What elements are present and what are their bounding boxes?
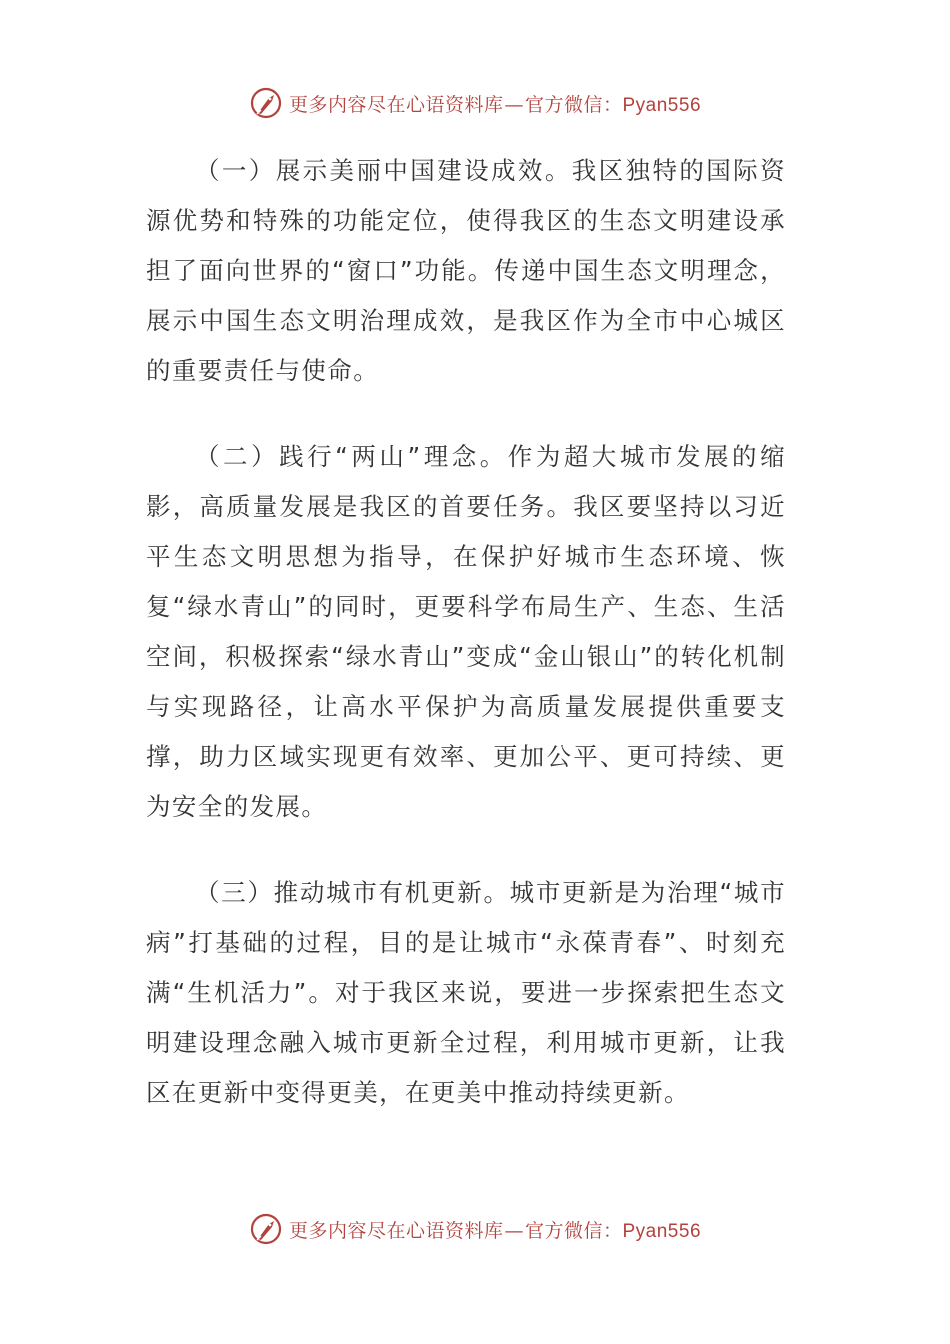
banner-separator: — <box>504 1219 524 1242</box>
banner-brand-text: 更多内容尽在心语资料库 <box>288 93 504 116</box>
banner-wechat-label: 官方微信： <box>524 1219 623 1242</box>
paragraph-3: （三）推动城市有机更新。城市更新是为治理“城市病”打基础的过程，目的是让城市“永葆青春”、时刻充满“生机活力”。对于我区来说，要进一步探索把生态文明建设理念融入城市更新全过程，利用城市更新，让我区在更新中变得更美，在更美中推动持续更新。 <box>146 878 786 1107</box>
pen-nib-logo-icon <box>249 86 283 120</box>
header-banner <box>0 83 950 123</box>
banner-separator: — <box>504 93 524 116</box>
footer-banner <box>0 1209 950 1249</box>
paragraph-2: （二）践行“两山”理念。作为超大城市发展的缩影，高质量发展是我区的首要任务。我区要坚持以习近平生态文明思想为指导，在保护好城市生态环境、恢复“绿水青山”的同时，更要科学布局生产、生态、生活空间，积极探索“绿水青山”变成“金山银山”的转化机制与实现路径，让高水平保护为高质量发展提供重要支撑，助力区域实现更有效率、更加公平、更可持续、更为安全的发展。 <box>146 442 786 821</box>
pen-nib-logo-icon <box>249 1212 283 1246</box>
banner-wechat-label: 官方微信： <box>524 93 623 116</box>
paragraph-1: （一）展示美丽中国建设成效。我区独特的国际资源优势和特殊的功能定位，使得我区的生态文明建设承担了面向世界的“窗口”功能。传递中国生态文明理念，展示中国生态文明治理成效，是我区作为全市中心城区的重要责任与使命。 <box>146 156 786 385</box>
banner-wechat-id: Pyan556 <box>622 1220 702 1242</box>
banner-brand-text: 更多内容尽在心语资料库 <box>288 1219 504 1242</box>
banner-wechat-id: Pyan556 <box>622 94 702 116</box>
document-body <box>146 146 786 1118</box>
